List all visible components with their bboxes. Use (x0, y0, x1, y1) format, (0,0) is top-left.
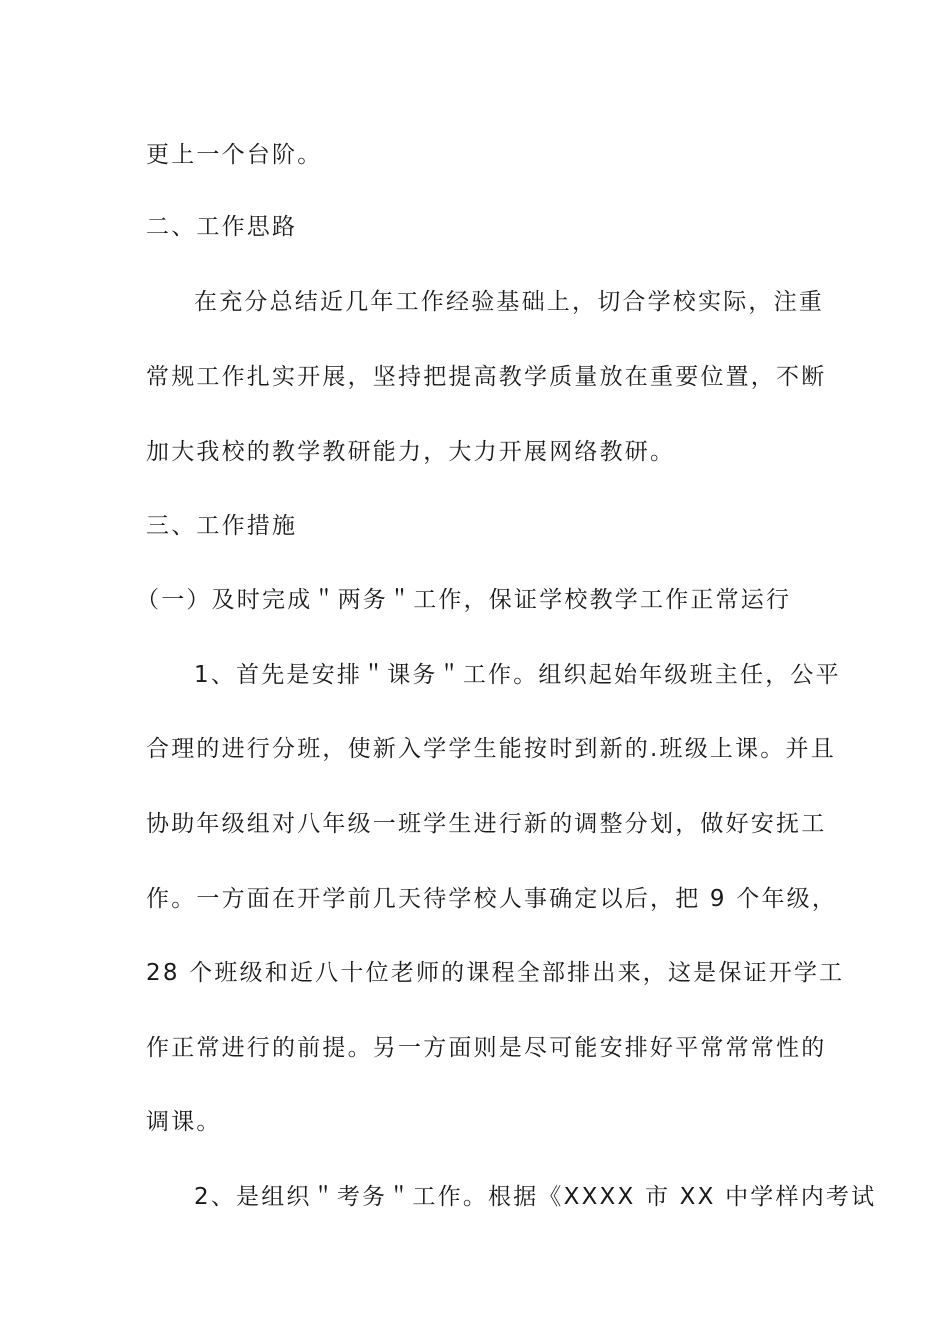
subsection-heading: （一）及时完成＂两务＂工作，保证学校教学工作正常运行 (136, 587, 792, 613)
paragraph-line: 常规工作扎实开展，坚持把提高教学质量放在重要位置，不断 (146, 364, 827, 390)
paragraph-line: 在充分总结近几年工作经验基础上，切合学校实际，注重 (194, 289, 824, 315)
paragraph-line: 加大我校的教学教研能力，大力开展网络教研。 (146, 439, 676, 465)
section-heading: 二、工作思路 (146, 214, 298, 240)
paragraph-line: 2、是组织＂考务＂工作。根据《XXXX 市 XX 中学样内考试 (194, 1184, 877, 1210)
paragraph-line: 1、首先是安排＂课务＂工作。组织起始年级班主任，公平 (194, 662, 841, 688)
section-heading: 三、工作措施 (146, 513, 298, 539)
paragraph-line: 28 个班级和近八十位老师的课程全部排出来，这是保证开学工 (146, 960, 845, 986)
paragraph-line: 作正常进行的前提。另一方面则是尽可能安排好平常常常性的 (146, 1035, 827, 1061)
paragraph-line: 协助年级组对八年级一班学生进行新的调整分划，做好安抚工 (146, 811, 827, 837)
text-line: 更上一个台阶。 (146, 142, 323, 168)
paragraph-line: 合理的进行分班，使新入学学生能按时到新的.班级上课。并且 (146, 736, 836, 762)
paragraph-line: 调课。 (146, 1109, 222, 1135)
paragraph-line: 作。一方面在开学前几天待学校人事确定以后，把 9 个年级， (146, 886, 838, 912)
